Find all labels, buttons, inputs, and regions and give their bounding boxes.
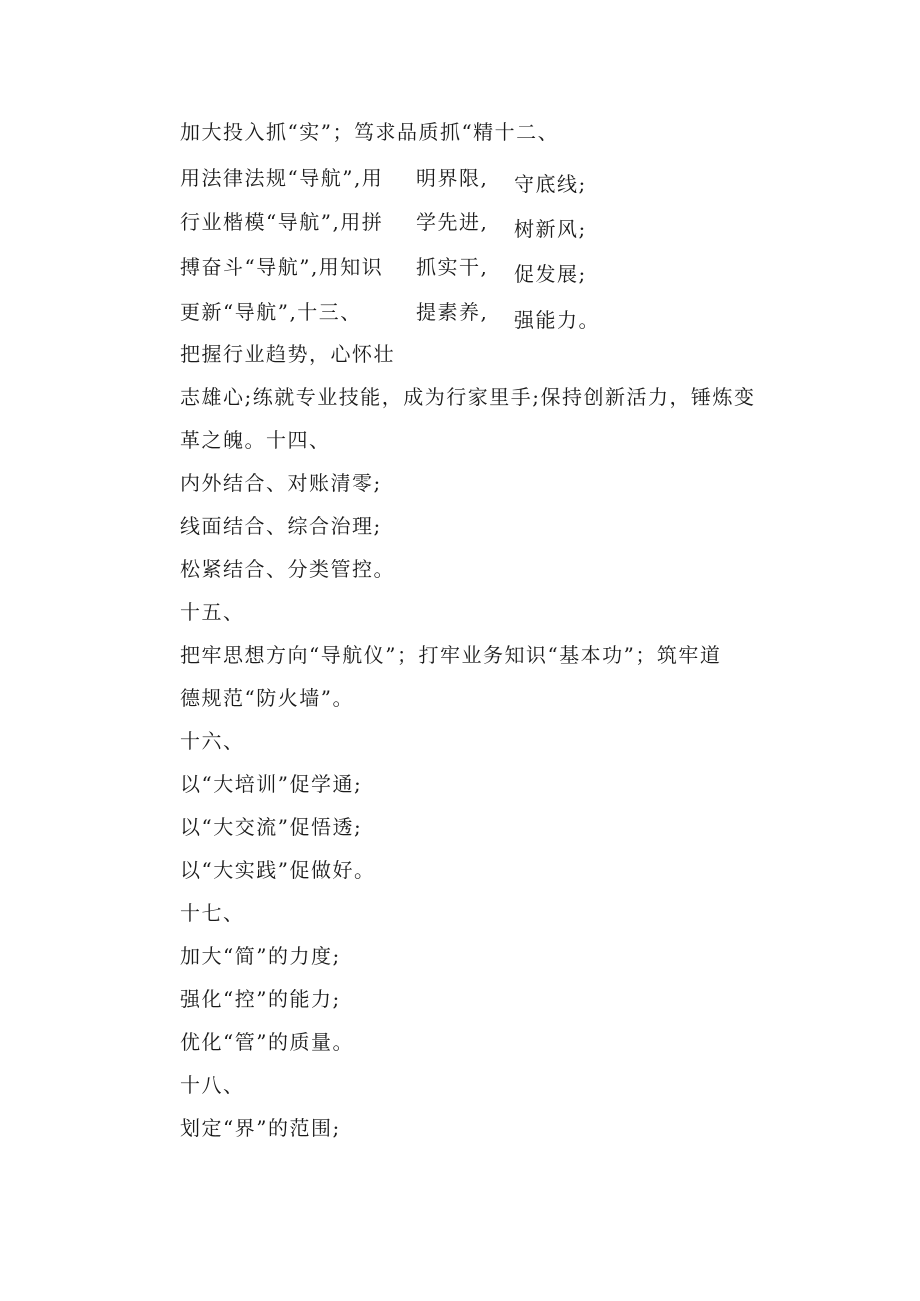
text-line: 德规范“防火墙”。 [180,686,354,710]
table-cell-left: 更新“导航”,十三、 [180,300,362,324]
section-heading: 十五、 [180,600,245,624]
section-heading: 十六、 [180,729,245,753]
text-line: 内外结合、对账清零; [180,471,382,495]
table-cell-left: 搏奋斗“导航”,用知识 [180,255,384,279]
table-cell-right: 促发展; [514,262,587,286]
section-heading: 十七、 [180,901,245,925]
text-line: 线面结合、综合治理; [180,514,382,538]
table-cell-right: 守底线; [514,172,587,196]
table-cell-right: 强能力。 [514,308,600,332]
text-line: 划定“界”的范围; [180,1116,341,1140]
text-line: 以“大培训”促学通; [180,772,363,796]
table-cell-mid: 明界限, [416,166,489,190]
text-line: 把握行业趋势，心怀壮 [180,342,395,366]
text-line: 志雄心;练就专业技能，成为行家里手;保持创新活力，锤炼变 [180,385,756,409]
table-cell-mid: 抓实干, [416,255,489,279]
text-line: 以“大交流”促悟透; [180,815,363,839]
text-line: 强化“控”的能力; [180,987,341,1011]
table-cell-left: 行业楷模“导航”,用拼 [180,210,384,234]
table-cell-right: 树新风; [514,217,587,241]
text-line: 松紧结合、分类管控。 [180,557,395,581]
table-cell-left: 用法律法规“导航”,用 [180,166,384,190]
text-line: 优化“管”的质量。 [180,1030,354,1054]
table-cell-mid: 学先进, [416,210,489,234]
text-line: 加大投入抓“实”；笃求品质抓“精十二、 [180,120,560,144]
section-heading: 十八、 [180,1073,245,1097]
text-line: 革之魄。十四、 [180,428,331,452]
text-line: 加大“简”的力度; [180,944,341,968]
text-line: 以“大实践”促做好。 [180,858,376,882]
text-line: 把牢思想方向“导航仪”；打牢业务知识“基本功”；筑牢道 [180,643,722,667]
table-cell-mid: 提素养, [416,300,489,324]
